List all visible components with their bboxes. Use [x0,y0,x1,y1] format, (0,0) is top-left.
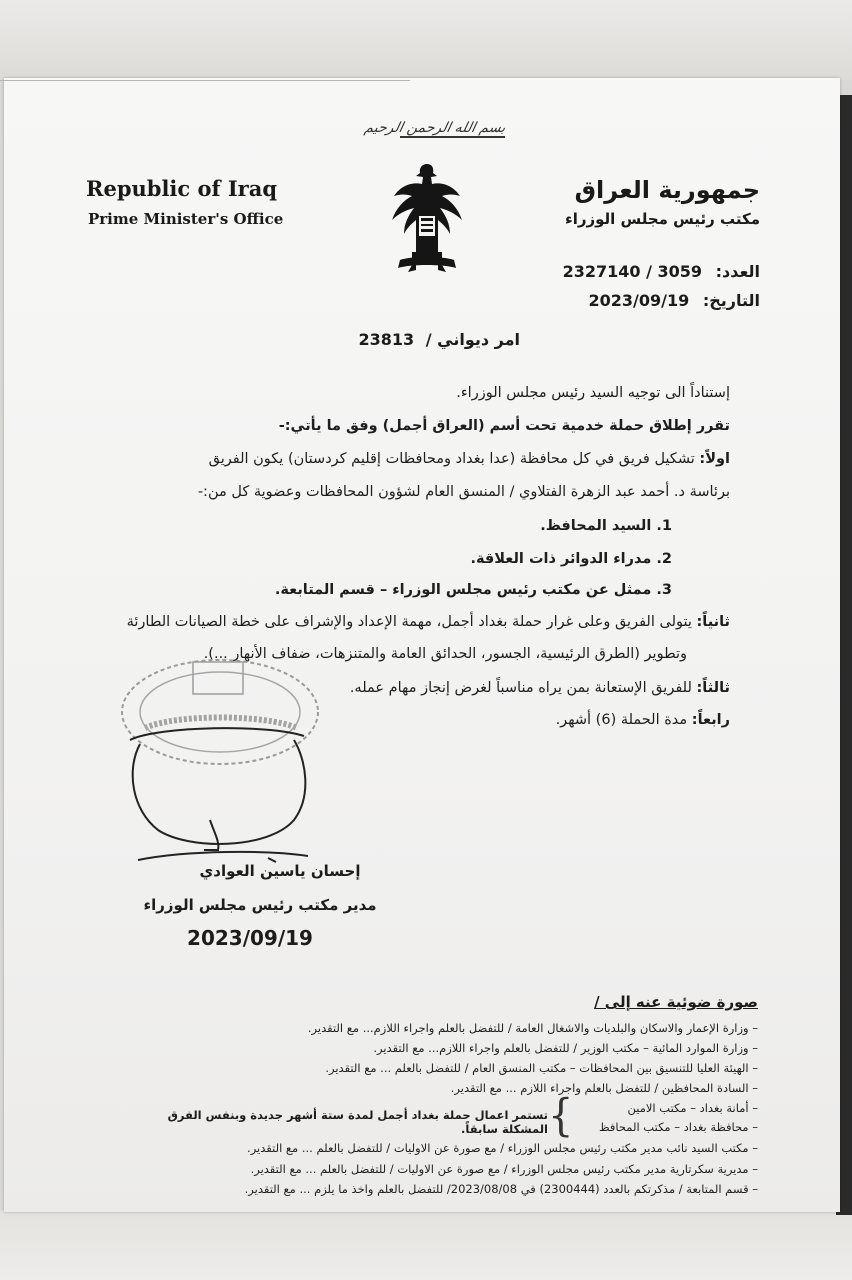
bismillah: بسم الله الرحمن الرحيم [362,120,508,136]
clause-fourth-label: رابعاً: [691,712,730,728]
grouping-brace: { [548,1090,574,1142]
copy-recipient-8: – مديرية سكرتارية مدير مكتب رئيس مجلس الوزراء / مع صورة عن الاوليات / للتفضل بالعلم ... مع التقدير. [250,1162,758,1176]
clause-second-continued: وتطوير (الطرق الرئيسية، الجسور، الحدائق العامة والمتنزهات، ضفاف الأنهار ...). [203,646,687,662]
clause-third [350,680,730,696]
order-number: 23813 [358,330,415,349]
clause-second-label: ثانياً: [696,614,730,630]
copy-recipient-9: – قسم المتابعة / مذكرتكم بالعدد (2300444) في 2023/08/08/ للتفضل بالعلم واخذ ما يلزم ... مع التقدير. [244,1182,758,1196]
signature-date: 2023/09/19 [187,926,313,950]
photo-background-top [0,0,852,80]
clause-second-text: يتولى الفريق وعلى غرار حملة بغداد أجمل، مهمة الإعداد والإشراف على خطة الصيانات الطارئة [126,614,692,630]
copies-heading: صورة ضوئية عنه إلى / [594,993,758,1011]
copy-recipient-7: – مكتب السيد نائب مدير مكتب رئيس مجلس الوزراء / مع صورة عن الاوليات / للتفضل بالعلم ... مع التقدير. [247,1141,758,1155]
copy-recipient-1: – وزارة الإعمار والاسكان والبلديات والاشغال العامة / للتفضل بالعلم واجراء اللازم... مع التقدير. [307,1021,758,1035]
clause-first-continued: برئاسة د. أحمد عبد الزهرة الفتلاوي / المنسق العام لشؤون المحافظات وعضوية كل من:- [197,484,730,500]
order-label: امر ديواني / [425,330,520,349]
clause-first-label: اولاً: [699,451,730,467]
date-row [588,291,760,310]
copy-recipient-2: – وزارة الموارد المائية – مكتب الوزير / للتفضل بالعلم واجراء اللازم... مع التقدير. [373,1041,758,1055]
arabic-country-name: جمهورية العراق [574,176,760,204]
clause-third-text: للفريق الإستعانة بمن يراه مناسباً لغرض إنجاز مهام عمله. [349,680,692,696]
iraq-eagle-emblem-icon [386,160,468,278]
clause-fourth [556,712,730,728]
clause-fourth-text: مدة الحملة (6) أشهر. [555,712,688,728]
intro-line: إستناداً الى توجيه السيد رئيس مجلس الوزراء. [456,385,730,401]
arabic-office-name: مكتب رئيس مجلس الوزراء [565,210,760,228]
clause-first-text: تشكيل فريق في كل محافظة (عدا بغداد ومحافظات إقليم كردستان) يكون الفريق [208,451,695,467]
copies-grouped-note: تستمر اعمال حملة بغداد أجمل لمدة ستة أشهر جديدة وبنفس الفرق المشكلة سابقاً. [167,1108,548,1136]
reference-number-row [563,262,760,281]
copy-recipient-6: – محافظة بغداد – مكتب المحافظ [598,1120,758,1134]
member-item-3: 3. ممثل عن مكتب رئيس مجلس الوزراء – قسم المتابعة. [274,582,672,598]
clause-first [209,451,730,467]
copy-recipient-4: – السادة المحافظين / للتفضل بالعلم واجراء اللازم ... مع التقدير. [450,1081,758,1095]
member-item-1: 1. السيد المحافظ. [540,518,672,534]
reference-number-value: 3059 / 2327140 [562,262,703,281]
order-heading [358,330,520,349]
english-country-name: Republic of Iraq [86,176,278,201]
english-office-name: Prime Minister's Office [88,210,284,228]
handwritten-signature [118,700,318,870]
bismillah-underline [400,136,505,138]
clause-second [127,614,730,630]
copy-recipient-3: – الهيئة العليا للتنسيق بين المحافظات – مكتب المنسق العام / للتفضل بالعلم ... مع التقدير. [325,1061,758,1075]
paper-edge-line [0,80,410,81]
signatory-title: مدير مكتب رئيس مجلس الوزراء [143,896,377,914]
reference-number-label: العدد: [715,262,760,281]
date-value: 2023/09/19 [588,291,690,310]
date-label: التاريخ: [702,291,760,310]
copy-recipient-5: – أمانة بغداد – مكتب الامين [627,1101,758,1115]
photo-background-bottom [0,1210,852,1280]
decision-line: تقرر إطلاق حملة خدمية تحت أسم (العراق أجمل) وفق ما يأتي:- [278,418,730,434]
clause-third-label: ثالثاً: [696,680,730,696]
member-item-2: 2. مدراء الدوائر ذات العلاقة. [470,551,672,567]
signatory-name: إحسان ياسين العوادي [199,862,361,880]
